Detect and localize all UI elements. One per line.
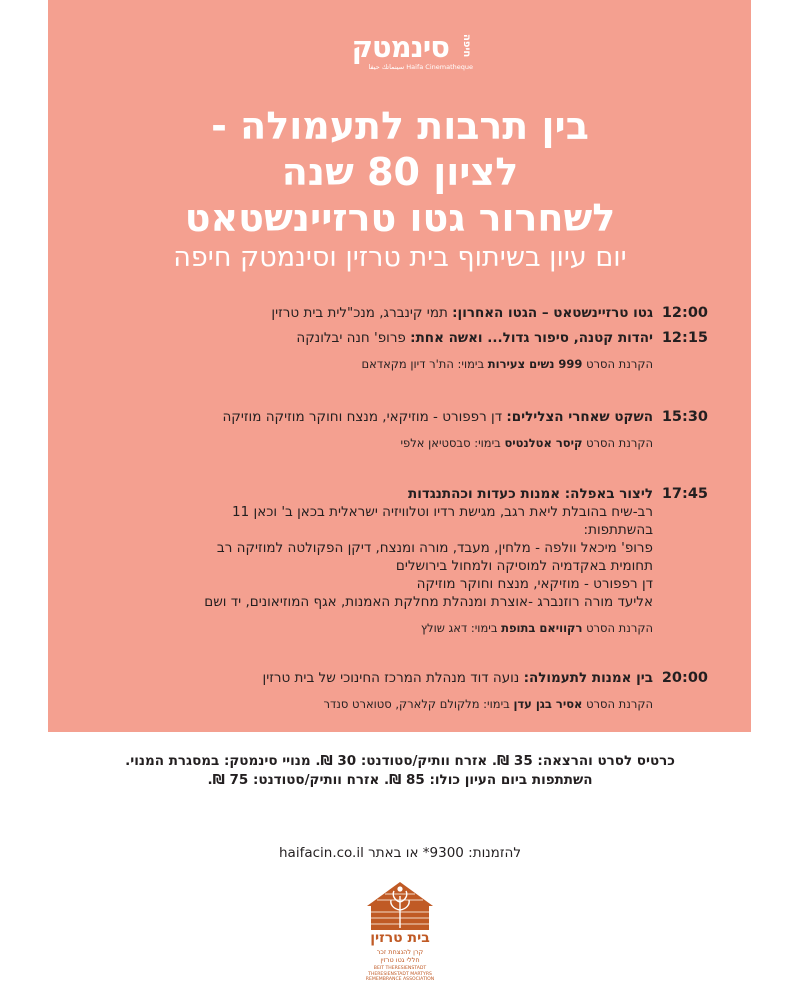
logo-city: חיפה: [461, 34, 472, 58]
film-director: בימוי: סבסטיאן אלפי: [400, 436, 505, 450]
session-title: בין אמנות לתעמולה:: [523, 670, 653, 686]
house-icon: [363, 880, 437, 932]
film-title: 999 נשים צעירות: [487, 357, 583, 371]
cinematheque-logo: [325, 28, 475, 74]
session-line: [93, 408, 653, 426]
panel-line: רב-שיח בהובלת ליאת רגב, מגישת רדיו וטלוויזיה ישראלית בכאן ב' וכאן 11: [232, 504, 653, 520]
title-line-2: לציון 80 שנה: [281, 150, 519, 194]
screening-prefix: הקרנת הסרט: [582, 357, 653, 371]
session-content: [93, 329, 653, 373]
screening-line: [93, 695, 653, 713]
logo-subtitle: سينماتك حيفا Haifa Cinematheque: [368, 63, 473, 71]
session-time: 17:45: [661, 486, 708, 502]
panel-line: פרופ' מיכאל וולפה - מלחין, מעבד, מורה ומנצח, דיקן הפקולטה למוזיקה רב: [216, 540, 653, 556]
session-speaker: פרופ' חנה יבלונקה: [296, 330, 411, 346]
session-title: יהדות קטנה, סיפור גדול... ואשה אחת:: [410, 330, 653, 346]
logo-title: בית טרזין: [370, 930, 430, 946]
booking-info: להזמנות: 9300* או באתר haifacin.co.il: [278, 845, 522, 861]
session-line: [93, 669, 653, 687]
session-line: [93, 329, 653, 347]
session-title: גטו טרזיינשטאט – הגטו האחרון:: [452, 305, 653, 321]
panel-line: תחומית באקדמיה למוסיקה ולמחול בירושלים: [395, 558, 653, 574]
panel-line: דן רפפורט - מוזיקאי, מנצח וחוקר מוזיקה: [416, 576, 653, 592]
english-line: REMEMBRANCE ASSOCIATION: [365, 977, 435, 982]
session-title: ליצור באפלה: אמנות כעדות וכהתנגדות: [407, 486, 653, 502]
session-content: [93, 669, 653, 713]
screening-line: [93, 355, 653, 373]
screening-prefix: הקרנת הסרט: [582, 697, 653, 711]
ticket-prices: [0, 752, 800, 790]
session-time: 15:30: [661, 409, 708, 425]
session-content: [93, 485, 653, 637]
english-line: BEIT THERESIENSTADT: [373, 966, 427, 971]
film-director: בימוי: מלקולם קלארק, סטוארט סנדר: [323, 697, 514, 711]
screening-prefix: הקרנת הסרט: [582, 436, 653, 450]
session-time: 12:15: [661, 330, 708, 346]
screening-line: [93, 619, 653, 637]
film-title: רקוויאם בתופת: [501, 621, 583, 635]
logo-english: [363, 966, 437, 983]
beit-terezin-logo: [363, 880, 437, 988]
panel-line: בהשתתפות:: [583, 522, 653, 538]
session-time: 20:00: [661, 670, 708, 686]
title-line-1: בין תרבות לתעמולה -: [211, 104, 589, 148]
screening-prefix: הקרנת הסרט: [582, 621, 653, 635]
price-line-2: השתתפות ביום העיון כולו: 85 ₪. אזרח וותיק/סטודנט: 75 ₪.: [207, 772, 593, 788]
session-speaker: נועה דוד מנהלת המרכז החינוכי של בית טרזין: [262, 670, 524, 686]
english-line: THERESIENSTADT MARTYRS: [368, 971, 432, 977]
film-director: בימוי: הת'ר דיון מקאדאם: [361, 357, 488, 371]
title-line-3: לשחרור גטו טרזיינשטאט: [184, 196, 616, 240]
film-director: בימוי: דאג שולץ: [420, 621, 502, 635]
subtitle: יום עיון בשיתוף בית טרזין וסינמטק חיפה: [173, 242, 627, 273]
tagline-line: חללי גטו טרזין: [380, 956, 420, 964]
tagline-line: קרן להנצחת זכר: [376, 948, 424, 956]
session-title: השקט שאחרי הצלילים:: [506, 409, 653, 425]
session-speaker: דן רפפורט - מוזיקאי, מנצח וחוקר מוזיקה מוזיקה: [222, 409, 507, 425]
session-speaker: תמי קינברג, מנכ"לית בית טרזין: [271, 305, 453, 321]
session-content: [93, 304, 653, 322]
screening-line: [93, 434, 653, 452]
logo-tagline: [363, 948, 437, 964]
session-time: 12:00: [661, 305, 708, 321]
price-line-1: כרטיס לסרט והרצאה: 35 ₪. אזרח וותיק/סטודנט: 30 ₪. מנויי סינמטק: במסגרת המנוי.: [125, 753, 675, 769]
logo-name: סינמטק: [351, 30, 449, 64]
film-title: אסיר בגן עדן: [513, 697, 583, 711]
film-title: קיסר אטלנטיס: [504, 436, 583, 450]
session-line: [93, 304, 653, 322]
panel-line: אליעד מורה רוזנברג -אוצרת ומנהלת מחלקת האמנות, אגף המוזיאונים, יד ושם: [204, 594, 653, 610]
session-content: [93, 408, 653, 452]
